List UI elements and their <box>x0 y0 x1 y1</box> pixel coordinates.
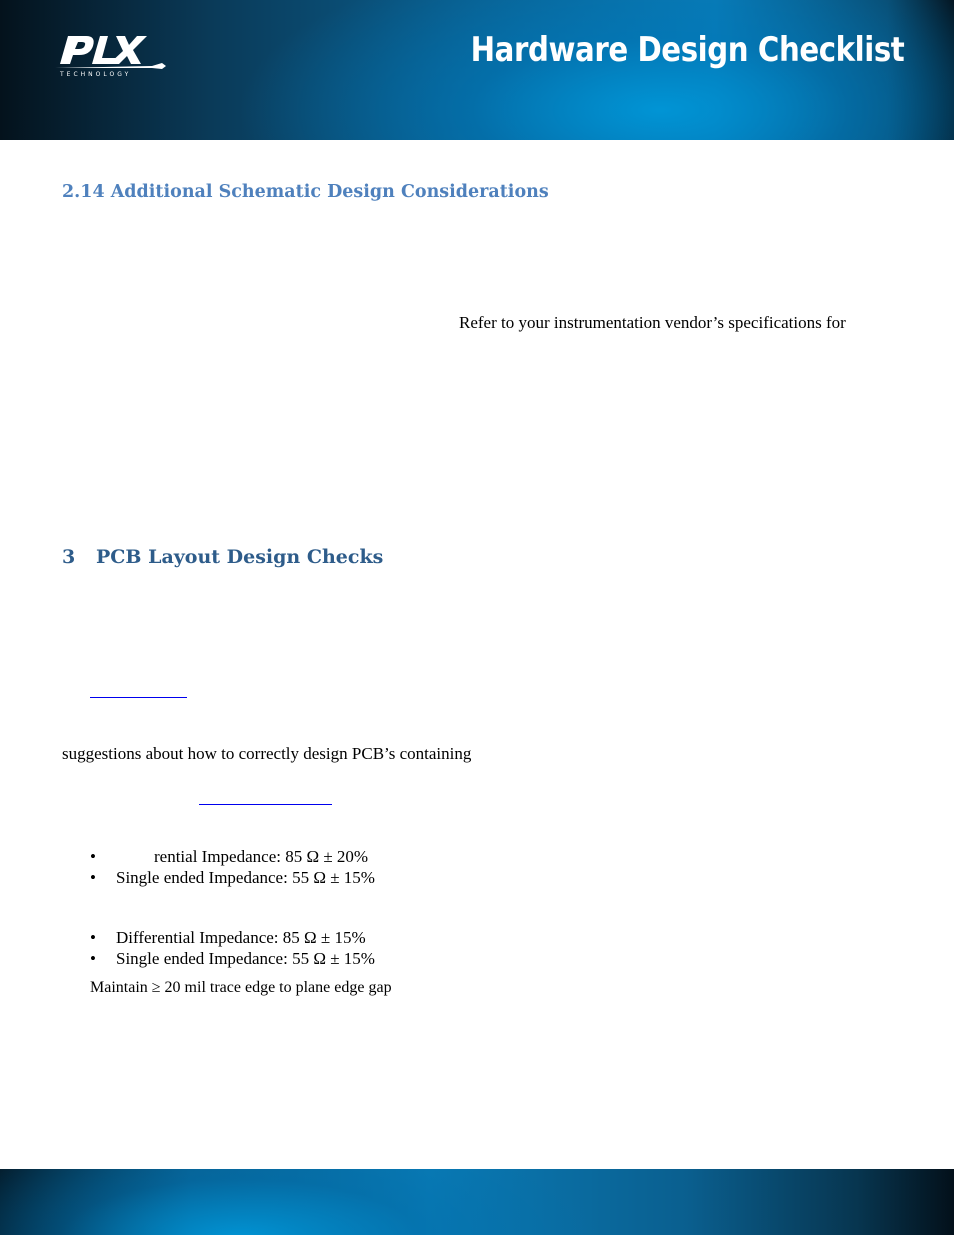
section-number: 3 <box>62 546 76 568</box>
document-title: Hardware Design Checklist <box>470 30 904 70</box>
logo-subtext: TECHNOLOGY <box>60 71 132 78</box>
bullet-icon: • <box>90 868 96 887</box>
hyperlink-underline[interactable] <box>199 804 332 805</box>
section-title: PCB Layout Design Checks <box>96 546 384 568</box>
gap-note: Maintain ≥ 20 mil trace edge to plane edge gap <box>90 979 392 996</box>
hyperlink-underline[interactable] <box>90 697 187 698</box>
body-text-fragment-pcb: suggestions about how to correctly design PCB’s containing <box>62 744 472 763</box>
bullet-icon: • <box>90 928 96 947</box>
section-heading-3 <box>62 546 383 568</box>
list-item-text: Differential Impedance: 85 Ω ± 15% <box>116 928 366 947</box>
list-item-text: rential Impedance: 85 Ω ± 20% <box>154 847 369 866</box>
body-text-fragment: Refer to your instrumentation vendor’s specifications for <box>459 313 846 332</box>
list-item-text: Single ended Impedance: 55 Ω ± 15% <box>116 868 375 887</box>
page-footer-banner <box>0 1169 954 1235</box>
section-heading-2-14: 2.14 Additional Schematic Design Considerations <box>62 182 549 202</box>
list-item-text: Single ended Impedance: 55 Ω ± 15% <box>116 949 375 968</box>
plx-logo <box>52 30 170 78</box>
bullet-icon: • <box>90 847 96 866</box>
bullet-icon: • <box>90 949 96 968</box>
page-header-banner <box>0 0 954 140</box>
